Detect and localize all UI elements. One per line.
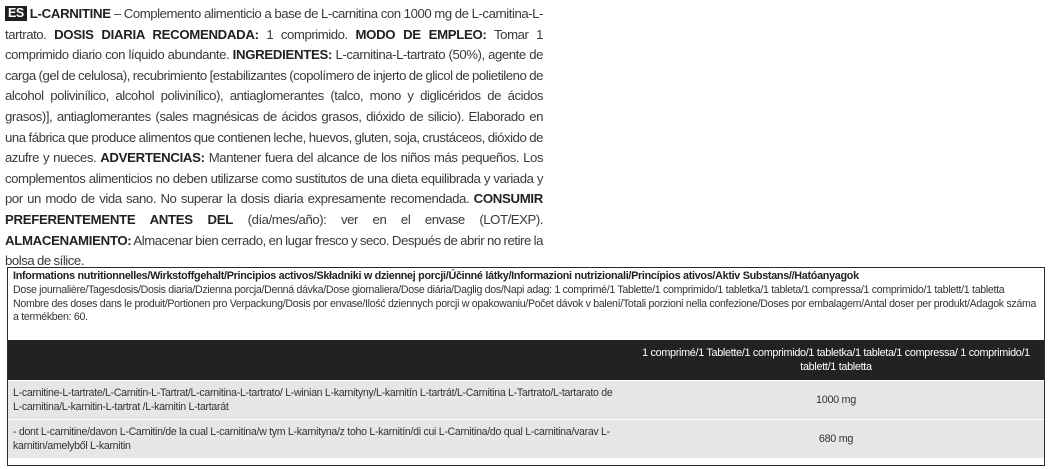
best-before-heading: CONSUMIR PREFERENTEMENTE ANTES DEL (5, 191, 543, 227)
nutrition-panel (7, 267, 1045, 466)
table-row (8, 381, 1044, 420)
nutrition-table-header (8, 340, 1044, 381)
nutrition-table (8, 340, 1044, 458)
ingredient-name: L-carnitine-L-tartrate/L-Carnitin-L-Tartrat/L-carnitina-L-tartrato/ L-winian L-karnityny/L-karnitín L-tartrát/L-Carnitina L-Tartrato/L-tartarato de L-carnitina/L-karnitin-L-tartrat /L-karnitin L-tartarát (8, 381, 628, 420)
table-row (8, 420, 1044, 459)
language-badge-es: ES (5, 6, 27, 21)
nutrition-info (8, 268, 1044, 340)
dose-text: 1 comprimido. (258, 26, 356, 42)
spanish-label-text (5, 4, 543, 272)
storage-text: Almacenar bien cerrado, en lugar fresco y seco. Después de abrir no retire la bolsa de sílice. (5, 232, 543, 269)
ingredients-heading: INGREDIENTES: (232, 47, 333, 63)
ingredients-text: L-carnitina-L-tartrato (50%), agente de carga (gel de celulosa), recubrimiento [estabilizantes (copolímero de injerto de glicol de polietileno de alcohol polivinílico, alcohol polivinílico), antiaglomerantes (talco, mono y diglicéridos de ácidos grasos)], antiaglomerantes (sales magnésicas de ácidos grasos, dióxido de silicio). Elaborado en una fábrica que produce alimentos que contienen leche, huevos, gluten, soja, crustáceos, dióxido de azufre y nueces. (5, 47, 543, 166)
nutrition-title: Informations nutritionnelles/Wirkstoffgehalt/Principios activos/Składniki w dziennej porcji/Účinné látky/Informazioni nutrizionali/Princípios ativos/Aktiv Substans//Hatóanyagok (13, 270, 859, 282)
header-empty-cell (8, 340, 628, 381)
ingredient-name: - dont L-carnitine/davon L-Carnitin/de la cual L-carnitina/w tym L-karnityna/z toho L-karnitín/di cui L-Carnitina/do qual L-carnitina/varav L-karnitin/amelyből L-karnitin (8, 420, 628, 459)
best-before-text: (día/mes/año): ver en el envase (LOT/EXP). (233, 211, 543, 227)
servings-line: Nombre des doses dans le produit/Portionen pro Verpackung/Dosis por envase/Ilość dziennych porcji w opakowaniu/Počet dávok v balení/Totali porzioni nella confezione/Doses por embalagem/Antal doser per produkt/Adagok száma a termékben: 60. (13, 297, 1037, 324)
product-description: – Complemento alimenticio a base de L-carnitina con 1000 mg de L-carnitina-L-tartrato. (5, 6, 543, 42)
ingredient-value: 1000 mg (628, 381, 1044, 420)
dose-heading: DOSIS DIARIA RECOMENDADA: (54, 26, 259, 42)
ingredient-value: 680 mg (628, 420, 1044, 459)
usage-text: Tomar 1 comprimido diario con líquido abundante. (5, 26, 543, 63)
product-name: L-CARNITINE (29, 6, 111, 21)
storage-heading: ALMACENAMIENTO: (5, 232, 132, 248)
header-per-tablet: 1 comprimé/1 Tablette/1 comprimido/1 tabletka/1 tableta/1 compressa/ 1 comprimido/1 tablett/1 tabletta (628, 340, 1044, 381)
usage-heading: MODO DE EMPLEO: (355, 26, 487, 42)
daily-dose-line: Dose journalière/Tagesdosis/Dosis diaria/Dzienna porcja/Denná dávka/Dose giornaliera/Dose diária/Daglig dos/Napi adag: 1 comprimé/1 Tablette/1 comprimido/1 tabletka/1 tableta/1 compressa/1 comprimido/1 tablett/1 tabletta (13, 283, 1005, 296)
warnings-text: Mantener fuera del alcance de los niños más pequeños. Los complementos alimenticios no deben utilizarse como sustitutos de una dieta equilibrada y variada y por un modo de vida sano. No superar la dosis diaria expresamente recomendada. (5, 150, 543, 207)
warnings-heading: ADVERTENCIAS: (100, 150, 205, 166)
